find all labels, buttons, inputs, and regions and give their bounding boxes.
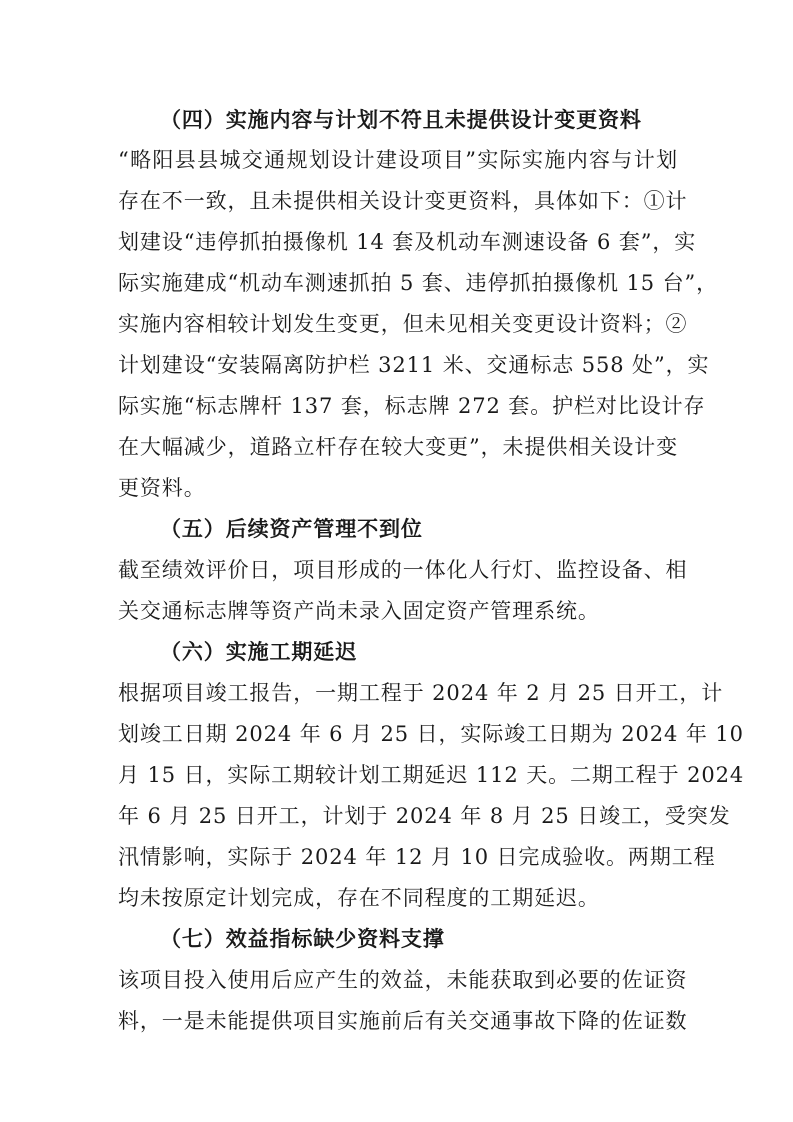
paragraph-line: 该项目投入使用后应产生的效益，未能获取到必要的佐证资: [118, 968, 688, 992]
paragraph-line: 在大幅减少，道路立杆存在较大变更”，未提供相关设计变: [118, 435, 678, 459]
paragraph-line: 截至绩效评价日，项目形成的一体化人行灯、监控设备、相: [118, 558, 688, 582]
paragraph-line: 月 15 日，实际工期较计划工期延迟 112 天。二期工程于 2024: [118, 763, 745, 787]
paragraph-line: 关交通标志牌等资产尚未录入固定资产管理系统。: [118, 599, 600, 623]
paragraph-line: 年 6 月 25 日开工，计划于 2024 年 8 月 25 日竣工，受突发: [118, 804, 731, 828]
section-heading-7: （七）效益指标缺少资料支撑: [160, 926, 445, 951]
paragraph-line: 计划建设“安装隔离防护栏 3211 米、交通标志 558 处”，实: [118, 353, 710, 377]
paragraph-line: 汛情影响，实际于 2024 年 12 月 10 日完成验收。两期工程: [118, 845, 716, 869]
section-heading-6: （六）实施工期延迟: [160, 639, 358, 664]
paragraph-line: 料，一是未能提供项目实施前后有关交通事故下降的佐证数: [118, 1009, 688, 1033]
section-heading-5: （五）后续资产管理不到位: [160, 516, 423, 541]
paragraph-line: 均未按原定计划完成，存在不同程度的工期延迟。: [118, 886, 600, 910]
paragraph-line: 际实施建成“机动车测速抓拍 5 套、违停抓拍摄像机 15 台”，: [118, 271, 719, 295]
paragraph-line: 更资料。: [118, 476, 206, 500]
paragraph-line: 际实施“标志牌杆 137 套，标志牌 272 套。护栏对比设计存: [118, 394, 706, 418]
paragraph-line: 根据项目竣工报告，一期工程于 2024 年 2 月 25 日开工，计: [118, 681, 724, 705]
paragraph-line: 实施内容相较计划发生变更，但未见相关变更设计资料；②: [118, 312, 688, 336]
section-heading-4: （四）实施内容与计划不符且未提供设计变更资料: [160, 107, 642, 132]
paragraph-line: 存在不一致，且未提供相关设计变更资料，具体如下：①计: [118, 189, 688, 213]
paragraph-line: “略阳县县城交通规划设计建设项目”实际实施内容与计划: [118, 148, 678, 172]
paragraph-line: 划建设“违停抓拍摄像机 14 套及机动车测速设备 6 套”，实: [118, 230, 697, 254]
paragraph-line: 划竣工日期 2024 年 6 月 25 日，实际竣工日期为 2024 年 10: [118, 722, 744, 746]
